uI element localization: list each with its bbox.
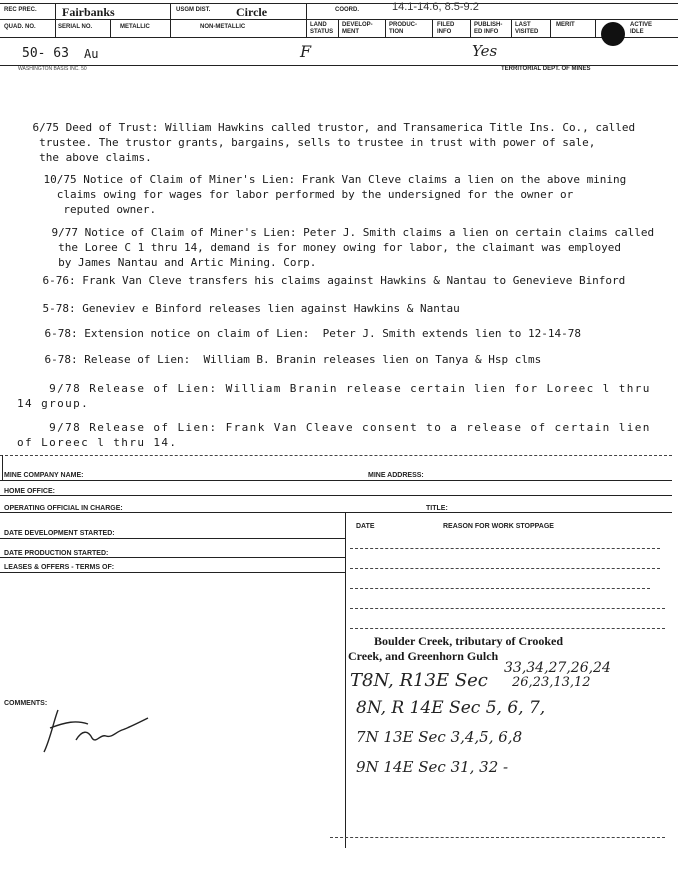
commodity-value: Au (84, 47, 99, 61)
filed-info-label: FILED INFO (437, 22, 455, 35)
metallic-label: METALLIC (120, 24, 150, 30)
last-visited-label: LAST VISITED (515, 22, 539, 35)
signature-scribble (36, 700, 156, 760)
territorial-dept: TERRITORIAL DEPT. OF MINES (501, 66, 591, 72)
entry-text: Notice of Claim of Miner's Lien: Frank Van Cleve claims a lien on the above mining claims owing for wages for labor performed by the undersigned for the owner or reputed owner. (56, 173, 627, 216)
stamp-number: 14.1-14.6, 8.5-9.2 (392, 1, 479, 13)
entry-text: Deed of Trust: William Hawkins called trustor, and Transamerica Title Ins. Co., called trustee. The trustor grants, bargains, sells to trustee in trust with power of sale, the above claims. (39, 121, 636, 164)
date-col-label: DATE (356, 523, 375, 530)
date-production-label: DATE PRODUCTION STARTED: (4, 550, 109, 557)
quad-no-label: QUAD. NO. (4, 24, 36, 30)
location-line-1: Boulder Creek, tributary of Crooked (374, 634, 563, 648)
nonmetallic-label: NON-METALLIC (200, 24, 246, 30)
location-line-2: Creek, and Greenhorn Gulch (348, 649, 499, 663)
merit-label: MERIT (556, 22, 575, 28)
printer-line: WASHINGTON BASIS INC. 50 (18, 66, 87, 72)
leases-offers-label: LEASES & OFFERS - TERMS OF: (4, 564, 115, 571)
mine-company-name-label: MINE COMPANY NAME: (4, 472, 84, 479)
serial-no-label: SERIAL NO. (58, 24, 93, 30)
quad-serial-value: 50- 63 (22, 46, 69, 61)
hand-line-4: 9N 14E Sec 31, 32 - (356, 758, 509, 776)
hand-line-2: 8N, R 14E Sec 5, 6, 7, (356, 698, 546, 718)
rec-prec-label: REC PREC. (4, 7, 37, 13)
hand-sections-top-2: 26,23,13,12 (512, 675, 591, 690)
title-label: TITLE: (426, 505, 448, 512)
entry-date: 6-78: (44, 327, 78, 340)
published-value: Yes (472, 42, 498, 60)
entry-date: 9/78 (49, 382, 82, 395)
development-label: DEVELOP-MENT (342, 22, 373, 35)
place-name: Fairbanks (62, 5, 115, 19)
hand-line-1: T8N, R13E Sec (350, 670, 488, 691)
entry-date: 6-76: (42, 274, 76, 287)
home-office-label: HOME OFFICE: (4, 488, 55, 495)
idle-label: IDLE (630, 29, 644, 35)
reason-col-label: REASON FOR WORK STOPPAGE (443, 523, 554, 530)
entry-text: Release of Lien: Frank Van Cleave consent to a release of certain lien of Loreec l thru 14. (17, 421, 651, 449)
entry-text: Extension notice on claim of Lien: Peter J. Smith extends lien to 12-14-78 (84, 327, 581, 340)
land-status-value: F (300, 42, 312, 61)
district-name: Circle (236, 5, 268, 19)
hand-sections-top: 33,34,27,26,24 (504, 660, 611, 676)
production-label: PRODUC-TION (389, 22, 417, 35)
entry-date: 9/77 (51, 226, 78, 239)
published-info-label: PUBLISH-ED INFO (474, 22, 503, 35)
comments-label: COMMENTS: (4, 700, 48, 707)
operating-official-label: OPERATING OFFICIAL IN CHARGE: (4, 505, 123, 512)
entry-text: Release of Lien: William B. Branin releases lien on Tanya & Hsp clms (84, 353, 542, 366)
entry-date: 5-78: (42, 302, 76, 315)
date-development-label: DATE DEVELOPMENT STARTED: (4, 530, 115, 537)
entry-date: 6-78: (44, 353, 78, 366)
entry-date: 9/78 (49, 421, 82, 434)
punch-hole (601, 22, 625, 46)
hand-line-3: 7N 13E Sec 3,4,5, 6,8 (356, 728, 523, 746)
entry-date: 10/75 (43, 173, 77, 186)
entry-text: Frank Van Cleve transfers his claims against Hawkins & Nantau to Genevieve Binford (82, 274, 626, 287)
entry-text: Geneviev e Binford releases lien against Hawkins & Nantau (82, 302, 460, 315)
active-label: ACTIVE (630, 22, 653, 28)
entry-text: Release of Lien: William Branin release certain lien for Loreec l thru 14 group. (17, 382, 651, 410)
entry-date: 6/75 (32, 121, 59, 134)
land-status-label: LAND STATUS (310, 22, 334, 35)
usgm-dist-label: USGM DIST. (176, 7, 211, 13)
mine-address-label: MINE ADDRESS: (368, 472, 424, 479)
entry-9 (17, 405, 651, 465)
coords-label: COORD. (335, 7, 359, 13)
entry-text: Notice of Claim of Miner's Lien: Peter J. Smith claims a lien on certain claims called the Loree C 1 thru 14, demand is for money owing for labor, the claimant was employed by James Nantau and Artic Mining. Corp. (58, 226, 655, 269)
